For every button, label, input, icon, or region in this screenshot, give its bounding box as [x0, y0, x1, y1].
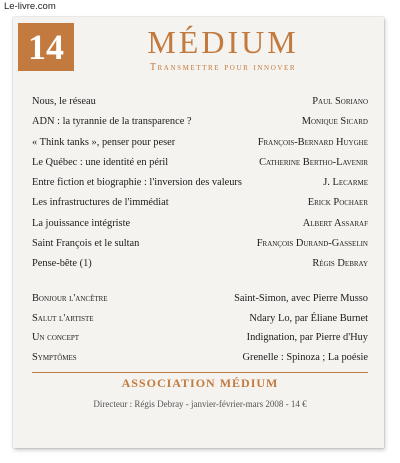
article-author: Monique Sicard: [301, 116, 368, 128]
section-detail: Ndary Lo, par Éliane Burnet: [249, 312, 368, 324]
section-detail: Grenelle : Spinoza ; La poésie: [242, 351, 368, 363]
contents-row: [32, 197, 368, 217]
contents-row: [32, 177, 368, 197]
watermark: Le-livre.com: [4, 1, 56, 12]
article-author: François Durand-Gasselin: [256, 238, 368, 250]
director-line: Directeur : Régis Debray - janvier-février-mars 2008 - 14 €: [93, 399, 307, 409]
section-name: Bonjour l'ancêtre: [32, 293, 108, 304]
magazine-cover: [13, 17, 384, 448]
article-title: Le Québec : une identité en péril: [32, 156, 169, 168]
article-author: J. Lecarme: [323, 177, 368, 189]
article-title: Les infrastructures de l'immédiat: [32, 197, 169, 209]
contents-row: [32, 157, 368, 177]
section-row: [32, 313, 368, 333]
article-title: Pense-bête (1): [32, 258, 92, 270]
contents-row: [32, 258, 368, 278]
section-name: Salut l'artiste: [32, 312, 94, 324]
contents-row: [32, 96, 368, 116]
article-author: Régis Debray: [312, 258, 368, 270]
article-author: François-Bernard Huyghe: [257, 136, 368, 148]
article-author: Paul Soriano: [312, 96, 368, 107]
section-row: [32, 293, 368, 313]
magazine-subtitle: Transmettre pour innover: [149, 62, 297, 73]
article-title: La jouissance intégriste: [32, 217, 131, 229]
divider: [32, 372, 368, 373]
article-title: Saint François et le sultan: [32, 238, 140, 250]
section-row: [32, 352, 368, 372]
contents-row: [32, 116, 368, 136]
magazine-title: MÉDIUM: [147, 24, 299, 60]
section-row: [32, 332, 368, 352]
contents-row: [32, 238, 368, 258]
recurring-sections: [32, 293, 368, 371]
article-title: « Think tanks », penser pour peser: [32, 136, 176, 148]
article-author: Catherine Bertho-Lavenir: [259, 156, 368, 168]
article-title: Entre fiction et biographie : l'inversion des valeurs: [32, 177, 242, 189]
section-name: Un concept: [32, 332, 80, 343]
association-name: ASSOCIATION MÉDIUM: [121, 376, 279, 390]
article-author: Albert Assaraf: [302, 217, 368, 229]
contents-row: [32, 137, 368, 157]
article-title: Nous, le réseau: [32, 96, 96, 107]
section-detail: Indignation, par Pierre d'Huy: [246, 332, 368, 343]
contents-row: [32, 218, 368, 238]
section-detail: Saint-Simon, avec Pierre Musso: [234, 293, 368, 304]
section-name: Symptômes: [32, 351, 77, 363]
article-author: Erick Pochaer: [307, 197, 368, 209]
table-of-contents: [32, 96, 368, 279]
article-title: ADN : la tyrannie de la transparence ?: [32, 116, 192, 128]
issue-number-badge: 14: [18, 23, 74, 71]
